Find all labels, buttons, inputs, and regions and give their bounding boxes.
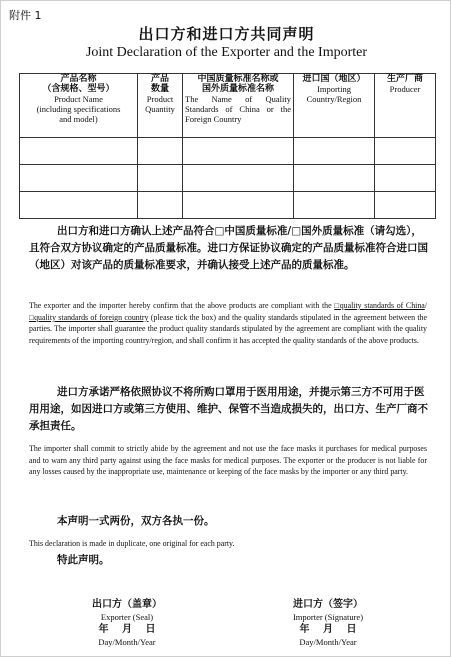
col-header-en: Producer [389, 84, 421, 94]
table-cell[interactable] [138, 165, 183, 192]
exporter-date-cn: 年 月 日 [98, 624, 156, 635]
col-header-cn: 进口国（地区） [302, 74, 366, 84]
product-table [19, 73, 436, 219]
table-cell[interactable] [294, 192, 375, 219]
paragraph-text: 出口方和进口方确认上述产品符合 [57, 225, 215, 237]
table-cell[interactable] [375, 165, 436, 192]
exporter-label-cn: 出口方（盖章） [92, 599, 162, 610]
col-header-cn: 生产厂商 [386, 74, 423, 84]
col-header-cn: 产品名称 （含规格、型号） [42, 74, 115, 94]
table-cell[interactable] [20, 165, 138, 192]
exporter-label-en: Exporter (Seal) [100, 612, 154, 622]
col-header-en: The Name of Quality Standards of China or the Foreign Country [185, 94, 291, 124]
col-header-cn: 产品 数量 [150, 74, 169, 94]
importer-label-cn: 进口方（签字） [293, 599, 363, 610]
col-header-cn: 中国质量标准名称或 国外质量标准名称 [197, 74, 279, 94]
table-cell[interactable] [294, 138, 375, 165]
table-cell[interactable] [183, 165, 294, 192]
commitment-paragraph-en: The importer shall commit to strictly abide by the agreement and not use the face masks it purchases for medical purposes and to warn any third party against using the face masks for medical purposes. The exporter or the producer is not liable for any losses caused by the inappropriate use, maintenance or keeping of the face masks by the importer or any third party. [29, 444, 427, 477]
foreign-standard-checkbox-en[interactable]: □quality standards of foreign country [29, 312, 149, 322]
table-cell[interactable] [375, 138, 436, 165]
slash-separator: / [287, 225, 292, 237]
page-title-cn: 出口方和进口方共同声明 [138, 25, 315, 43]
table-cell[interactable] [183, 192, 294, 219]
table-cell[interactable] [138, 138, 183, 165]
col-header-quality-standard [183, 74, 294, 138]
duplicate-paragraph-en: This declaration is made in duplicate, one original for each party. [29, 539, 235, 548]
confirmation-paragraph-en [29, 300, 427, 347]
closing-statement-cn: 特此声明。 [57, 554, 110, 566]
importer-date-en: Day/Month/Year [299, 637, 357, 647]
col-header-en: Product Name (including specifications and model) [36, 94, 121, 124]
table-cell[interactable] [20, 192, 138, 219]
table-cell[interactable] [20, 138, 138, 165]
china-standard-checkbox-en[interactable]: □quality standards of China [334, 301, 425, 310]
exporter-signature-block [67, 598, 187, 648]
table-row [20, 192, 436, 219]
col-header-producer [375, 74, 436, 138]
exporter-date-en: Day/Month/Year [98, 637, 156, 647]
table-cell[interactable] [183, 138, 294, 165]
col-header-en: Importing Country/Region [306, 84, 362, 104]
paragraph-text: （请勾选），且符合双方协议确定的产品质量标准。进口方保证协议确定的产品质量标准符合进口国（地区）对该产品的质量标准要求，并确认接受上述产品的质量标准。 [29, 225, 428, 271]
confirmation-paragraph-cn [29, 223, 429, 274]
col-header-quantity [138, 74, 183, 138]
commitment-paragraph-cn: 进口方承诺严格依照协议不将所购口罩用于医用用途，并提示第三方不可用于医用用途，如因进口方或第三方使用、维护、保管不当造成损失的，出口方、生产厂商不承担责任。 [29, 386, 428, 432]
importer-signature-block [263, 598, 393, 648]
table-cell[interactable] [294, 165, 375, 192]
col-header-importing-country [294, 74, 375, 138]
table-row [20, 165, 436, 192]
foreign-standard-checkbox[interactable]: □国外质量标准 [291, 225, 365, 237]
importer-date-cn: 年 月 日 [299, 624, 357, 635]
attachment-label: 附件 1 [9, 9, 42, 22]
table-row [20, 138, 436, 165]
table-header-row [20, 74, 436, 138]
col-header-en: Product Quantity [145, 94, 175, 114]
col-header-product-name [20, 74, 138, 138]
duplicate-paragraph-cn: 本声明一式两份，双方各执一份。 [57, 515, 215, 527]
paragraph-text: (please tick the box) and the quality standards stipulated in the agreement between the parties. The importer shall guarantee the product quality standards stipulated by the agreement are compliant with the quality requirements of the importing country/region, and shall confirm it has accepted the quality standards of the above products. [29, 312, 427, 346]
page-title-en: Joint Declaration of the Exporter and the Importer [85, 45, 368, 60]
paragraph-text: The exporter and the importer hereby confirm that the above products are compliant with the [29, 301, 332, 310]
slash-separator: / [424, 301, 427, 310]
importer-label-en: Importer (Signature) [292, 612, 364, 622]
china-standard-checkbox[interactable]: □中国质量标准 [214, 225, 288, 237]
table-cell[interactable] [375, 192, 436, 219]
table-cell[interactable] [138, 192, 183, 219]
